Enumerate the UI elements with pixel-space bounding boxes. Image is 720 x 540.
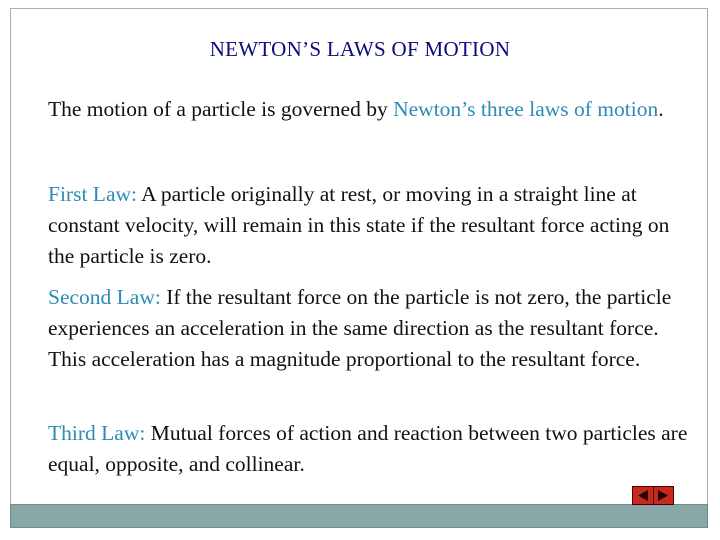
first-law-text: A particle originally at rest, or moving in a straight line at constant velocity, will remain in this state if the resultant force acting on the particle is zero. [48, 182, 670, 268]
first-law-paragraph [48, 179, 688, 272]
intro-prefix: The motion of a particle is governed by [48, 97, 394, 121]
second-law-text: If the resultant force on the particle is not zero, the particle experiences an acceleration in the same direction as the resultant force. This acceleration has a magnitude proportional to the resultant force. [48, 285, 672, 371]
third-law-text: Mutual forces of action and reaction between two particles are equal, opposite, and collinear. [48, 421, 688, 476]
intro-highlight: Newton’s three laws of motion [393, 97, 659, 121]
third-law-label: Third Law: [48, 421, 146, 445]
third-law-paragraph [48, 418, 688, 480]
slide-title: NEWTON’S LAWS OF MOTION [209, 37, 511, 61]
intro-paragraph [48, 94, 688, 125]
triangle-right-icon [656, 489, 670, 502]
second-law-label: Second Law: [48, 285, 161, 309]
second-law-paragraph [48, 282, 688, 375]
previous-slide-button[interactable] [633, 487, 653, 504]
intro-suffix: . [658, 97, 664, 121]
next-slide-button[interactable] [653, 487, 674, 504]
footer-bar [10, 504, 708, 528]
first-law-label: First Law: [48, 182, 137, 206]
triangle-left-icon [636, 489, 650, 502]
slide-navigation [632, 486, 674, 505]
